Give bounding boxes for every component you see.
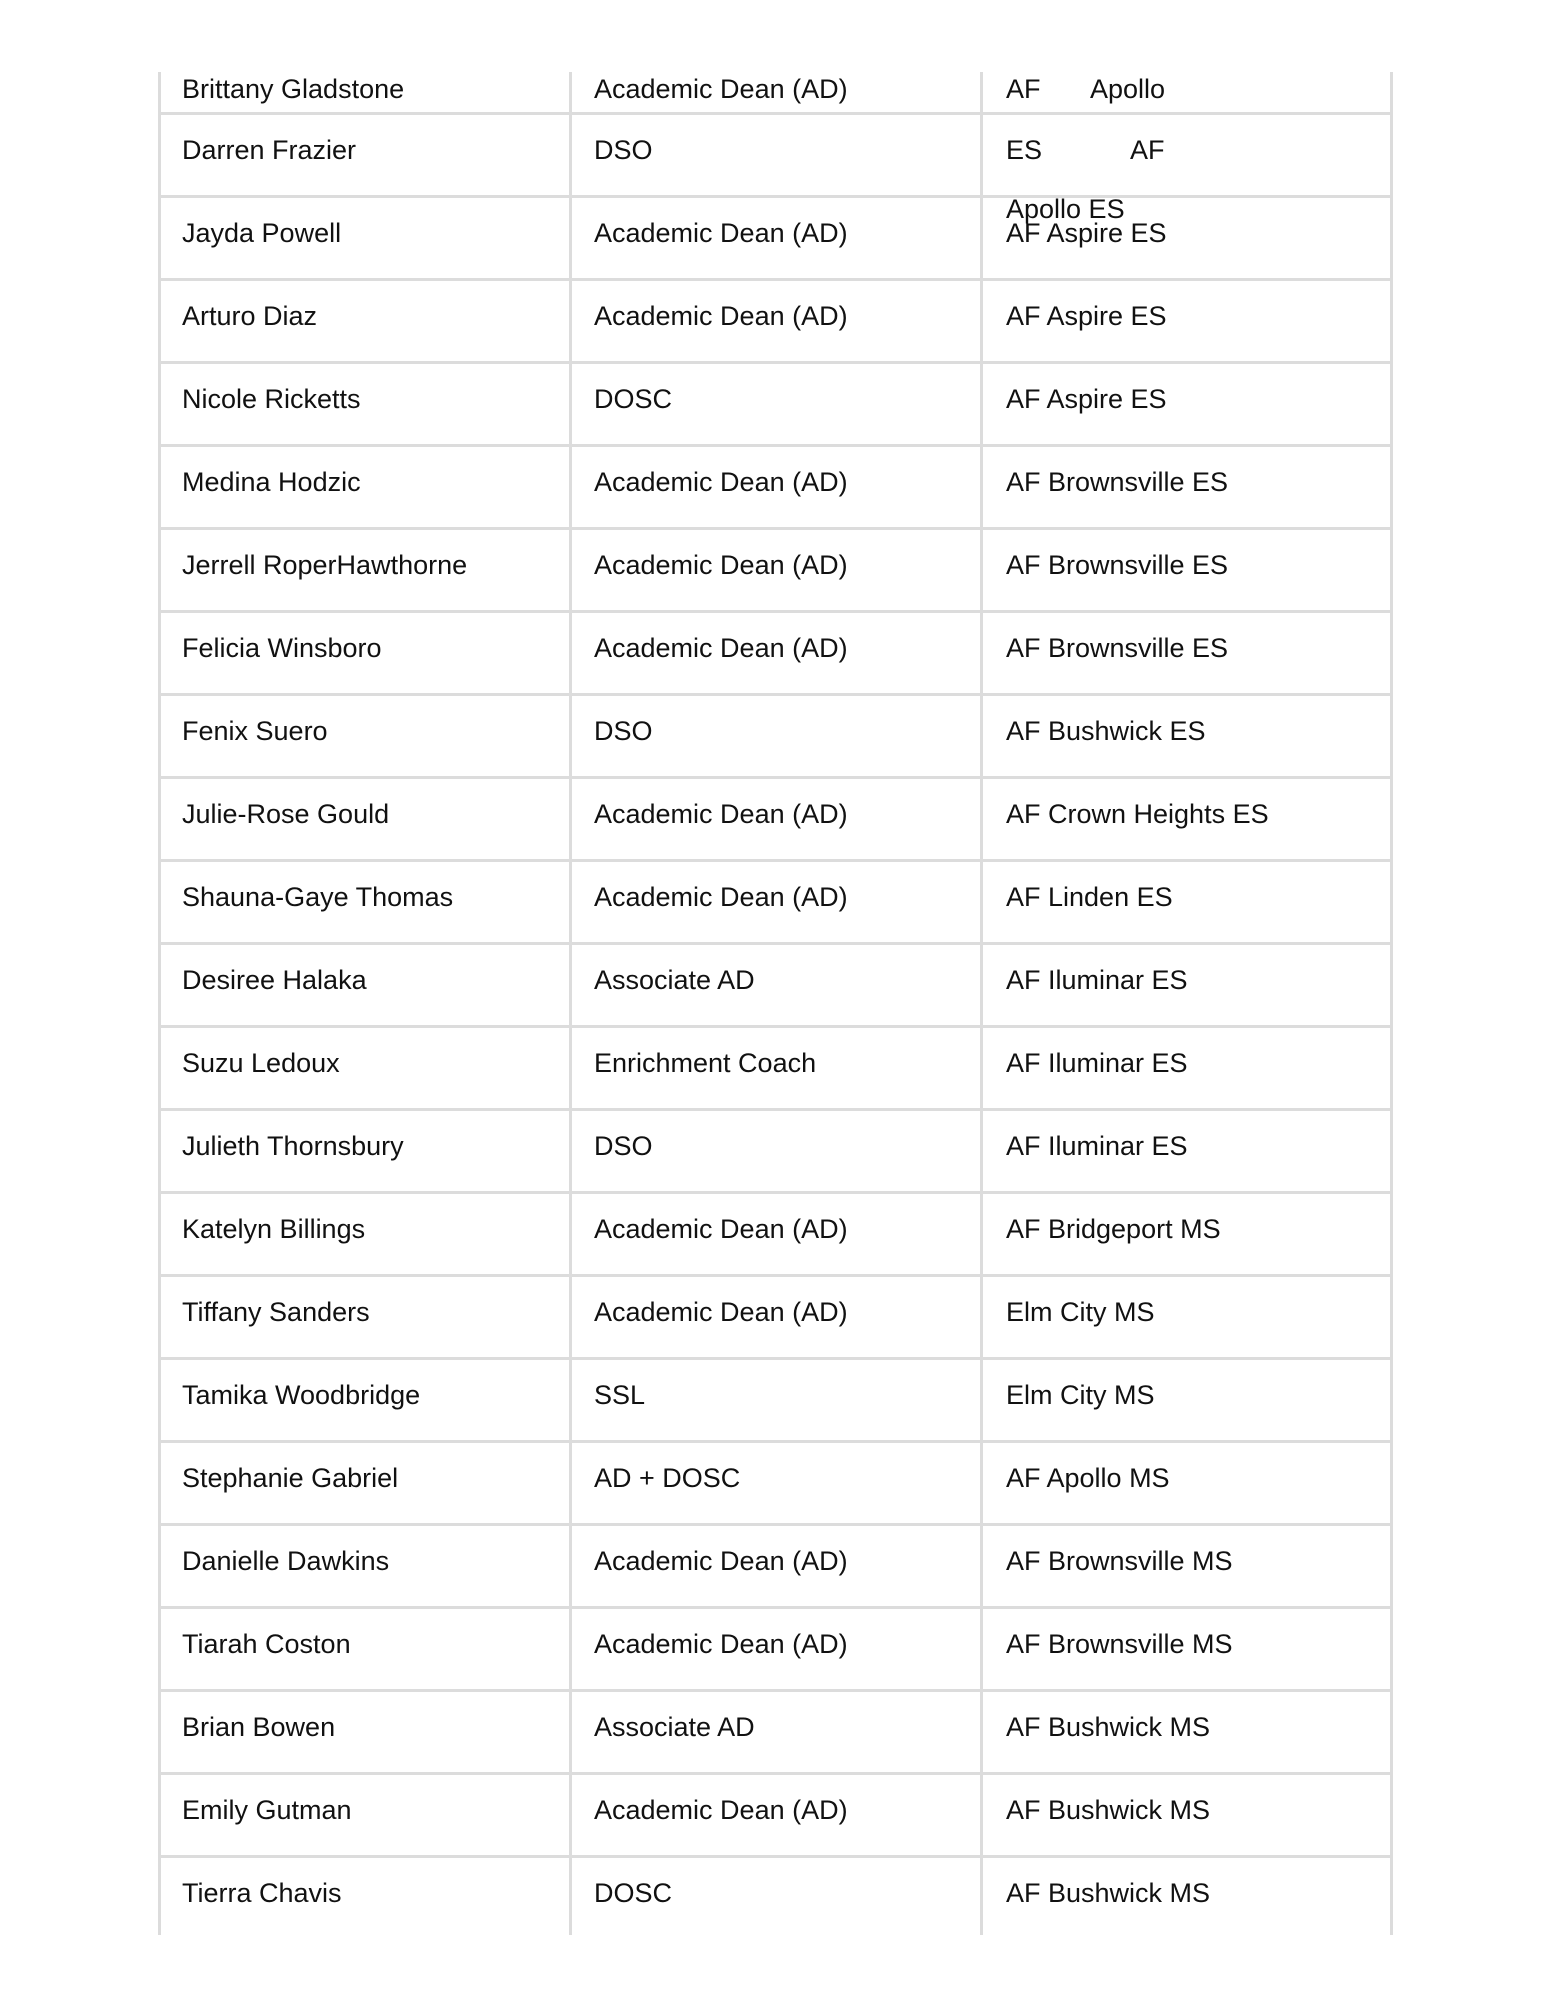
staff-name: Desiree Halaka <box>182 965 367 995</box>
row-divider <box>158 112 1393 115</box>
staff-role: Academic Dean (AD) <box>594 799 848 829</box>
row-divider <box>158 278 1393 281</box>
staff-name: Brian Bowen <box>182 1712 336 1742</box>
staff-school: AF Bushwick MS <box>1006 1712 1211 1742</box>
staff-name: Tamika Woodbridge <box>182 1380 421 1410</box>
staff-school: AF Linden ES <box>1006 882 1173 912</box>
row-divider <box>158 776 1393 779</box>
staff-school: Elm City MS <box>1006 1380 1155 1410</box>
staff-name: Tiffany Sanders <box>182 1297 370 1327</box>
staff-name: Julie-Rose Gould <box>182 799 390 829</box>
row-divider <box>158 1025 1393 1028</box>
staff-school: AF <box>1006 74 1041 104</box>
staff-school: AF Brownsville MS <box>1006 1546 1233 1576</box>
row-divider <box>158 693 1393 696</box>
column-divider <box>1390 72 1393 1935</box>
row-divider <box>158 1274 1393 1277</box>
row-divider <box>158 1606 1393 1609</box>
staff-school: AF Iluminar ES <box>1006 1048 1188 1078</box>
staff-school: AF Brownsville ES <box>1006 467 1229 497</box>
staff-name: Fenix Suero <box>182 716 328 746</box>
row-divider <box>158 1191 1393 1194</box>
row-divider <box>158 527 1393 530</box>
staff-school: AF Aspire ES <box>1006 384 1167 414</box>
row-divider <box>158 1523 1393 1526</box>
staff-role: Academic Dean (AD) <box>594 1297 848 1327</box>
staff-role: Associate AD <box>594 1712 755 1742</box>
row-divider <box>158 942 1393 945</box>
staff-role: Academic Dean (AD) <box>594 467 848 497</box>
staff-name: Jayda Powell <box>182 218 342 248</box>
staff-role: AD + DOSC <box>594 1463 741 1493</box>
staff-name: Brittany Gladstone <box>182 74 405 104</box>
staff-name: Arturo Diaz <box>182 301 318 331</box>
staff-school: AF Bushwick MS <box>1006 1795 1211 1825</box>
staff-role: Enrichment Coach <box>594 1048 817 1078</box>
staff-school: AF Bushwick ES <box>1006 716 1206 746</box>
staff-role: Associate AD <box>594 965 755 995</box>
row-divider <box>158 1440 1393 1443</box>
staff-role: Academic Dean (AD) <box>594 74 848 104</box>
staff-school: AF Apollo MS <box>1006 1463 1170 1493</box>
staff-school: AF Brownsville ES <box>1006 633 1229 663</box>
staff-name: Shauna-Gaye Thomas <box>182 882 454 912</box>
row-divider <box>158 859 1393 862</box>
staff-school-extra: AF <box>1130 135 1165 165</box>
row-divider <box>158 361 1393 364</box>
row-divider <box>158 1772 1393 1775</box>
staff-name: Darren Frazier <box>182 135 357 165</box>
staff-name: Tiarah Coston <box>182 1629 351 1659</box>
staff-school: AF Aspire ES <box>1006 301 1167 331</box>
row-divider <box>158 195 1393 198</box>
column-divider <box>158 72 161 1935</box>
staff-role: Academic Dean (AD) <box>594 633 848 663</box>
row-divider <box>158 1855 1393 1858</box>
staff-school: Elm City MS <box>1006 1297 1155 1327</box>
row-divider <box>158 1357 1393 1360</box>
staff-school: AF Crown Heights ES <box>1006 799 1269 829</box>
staff-name: Felicia Winsboro <box>182 633 382 663</box>
staff-school: AF Iluminar ES <box>1006 1131 1188 1161</box>
staff-name: Danielle Dawkins <box>182 1546 390 1576</box>
staff-name: Medina Hodzic <box>182 467 361 497</box>
staff-name: Emily Gutman <box>182 1795 352 1825</box>
row-divider <box>158 444 1393 447</box>
staff-role: SSL <box>594 1380 646 1410</box>
staff-role: DOSC <box>594 384 673 414</box>
staff-school-extra: Apollo <box>1090 74 1166 104</box>
staff-role: DSO <box>594 716 653 746</box>
staff-role: Academic Dean (AD) <box>594 1629 848 1659</box>
staff-name: Nicole Ricketts <box>182 384 361 414</box>
staff-name: Julieth Thornsbury <box>182 1131 404 1161</box>
column-divider <box>569 72 572 1935</box>
staff-name: Jerrell RoperHawthorne <box>182 550 468 580</box>
staff-role: Academic Dean (AD) <box>594 1214 848 1244</box>
staff-role: Academic Dean (AD) <box>594 1546 848 1576</box>
staff-role: Academic Dean (AD) <box>594 218 848 248</box>
staff-role: Academic Dean (AD) <box>594 882 848 912</box>
row-divider <box>158 1689 1393 1692</box>
staff-school: AF Brownsville MS <box>1006 1629 1233 1659</box>
staff-name: Suzu Ledoux <box>182 1048 340 1078</box>
staff-school: AF Bushwick MS <box>1006 1878 1211 1908</box>
staff-school: AF Aspire ES <box>1006 218 1167 248</box>
staff-role: DSO <box>594 1131 653 1161</box>
staff-school: AF Brownsville ES <box>1006 550 1229 580</box>
staff-school: ES <box>1006 135 1043 165</box>
staff-name: Stephanie Gabriel <box>182 1463 399 1493</box>
staff-role: Academic Dean (AD) <box>594 550 848 580</box>
staff-role: DSO <box>594 135 653 165</box>
staff-role: Academic Dean (AD) <box>594 301 848 331</box>
staff-school-wrap: Apollo ES <box>1006 194 1125 224</box>
staff-school: AF Bridgeport MS <box>1006 1214 1221 1244</box>
staff-role: Academic Dean (AD) <box>594 1795 848 1825</box>
staff-name: Katelyn Billings <box>182 1214 366 1244</box>
staff-role: DOSC <box>594 1878 673 1908</box>
row-divider <box>158 610 1393 613</box>
row-divider <box>158 1108 1393 1111</box>
staff-name: Tierra Chavis <box>182 1878 342 1908</box>
column-divider <box>980 72 983 1935</box>
staff-school: AF Iluminar ES <box>1006 965 1188 995</box>
